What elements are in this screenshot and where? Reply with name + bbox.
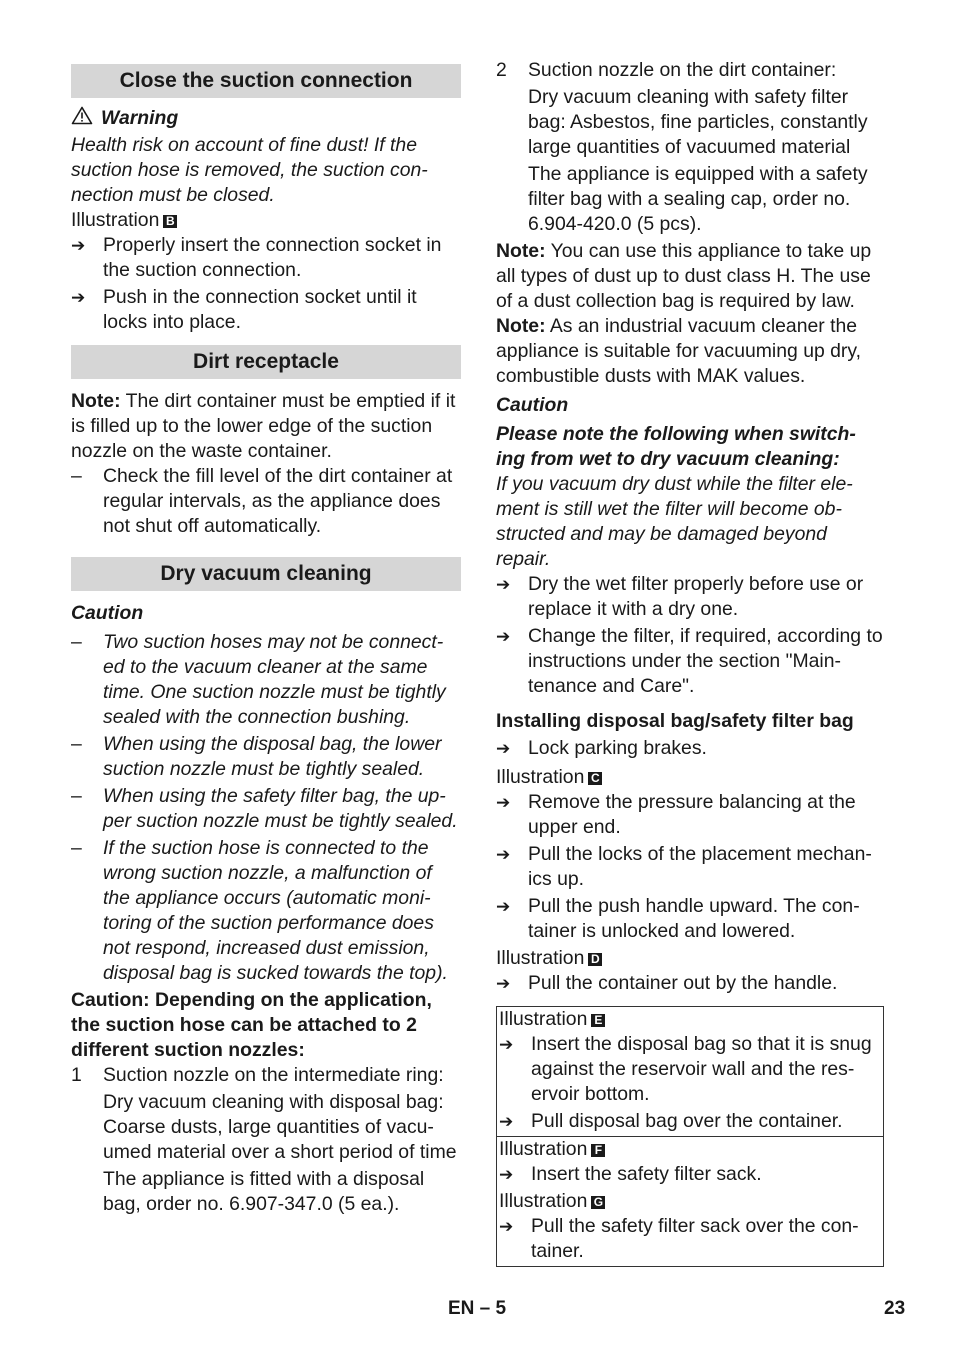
illustration-label: Illustration [71,209,160,231]
warning-label: Warning [101,107,179,129]
step-item: ➔ Insert the disposal bag so that it is snug against the reservoir wall and the res-ervoir bottom. [499,1033,872,1105]
arrow-right-icon: ➔ [496,627,511,646]
install-heading: Installing disposal bag/safety filter bag [496,710,854,732]
step-item: ➔ Remove the pressure balancing at the upper end. [496,791,856,838]
arrow-right-icon: ➔ [496,974,511,993]
box-segment-e [497,1007,883,1136]
left-column [71,60,461,1217]
arrow-right-icon: ➔ [71,288,86,307]
illustration-g: Illustration G [499,1189,879,1214]
numbered-item-text: Dry vacuum cleaning with disposal bag: Coarse dusts, large quantities of vacu-umed material over a short period of time [103,1091,457,1163]
step-item: ➔ Pull disposal bag over the container. [499,1110,843,1132]
warning-text: Health risk on account of fine dust! If the suction hose is removed, the suction con-nection must be closed. [71,134,428,206]
arrow-right-icon: ➔ [496,793,511,812]
dash-bullet: – [71,733,82,755]
note-paragraph: Note: The dirt container must be emptied if it is filled up to the lower edge of the suction nozzle on the waste container. [71,390,456,462]
heading-dry-vacuum-cleaning: Dry vacuum cleaning [71,557,461,591]
heading-dirt-receptacle: Dirt receptacle [71,345,461,379]
arrow-right-icon: ➔ [496,739,511,758]
illustration-box [496,1006,884,1267]
heading-close-suction-connection: Close the suction connection [71,64,461,98]
step-item: ➔ Dry the wet filter properly before use or replace it with a dry one. [496,573,864,620]
dash-bullet: – [71,465,82,487]
note-paragraph: Note: You can use this appliance to take up all types of dust up to dust class H. The use of a dust collection bag is required by law. [496,240,872,312]
illustration-b [71,208,461,233]
arrow-right-icon: ➔ [499,1035,514,1054]
caution-title: Caution [496,394,569,416]
caution-item: – Two suction hoses may not be connect-ed to the vacuum cleaner at the same time. One suction nozzle must be tightly sealed with the connection bushing. [71,631,446,728]
dash-item: – Check the fill level of the dirt container at regular intervals, as the appliance does not shut off automatically. [71,465,453,537]
arrow-right-icon: ➔ [499,1217,514,1236]
illustration-f: Illustration F [499,1137,879,1162]
caution-item: – If the suction hose is connected to the wrong suction nozzle, a malfunction of the appliance occurs (automatic moni-toring of the suction performance does not respond, increased dust emission, disposal bag is sucked towards the top). [71,837,448,984]
numbered-item-text: The appliance is equipped with a safety filter bag with a sealing cap, order no. 6.904-420.0 (5 pcs). [528,163,868,235]
step-item: ➔ Properly insert the connection socket in the suction connection. [71,234,442,281]
dash-bullet: – [71,785,82,807]
caution-bold-text: Please note the following when switch-ing from wet to dry vacuum cleaning: [496,423,856,470]
arrow-right-icon: ➔ [496,575,511,594]
warning-triangle-icon [71,106,93,125]
numbered-item: 1 Suction nozzle on the intermediate ring: [71,1064,444,1086]
illustration-e: Illustration E [499,1007,879,1032]
arrow-right-icon: ➔ [499,1165,514,1184]
arrow-right-icon: ➔ [499,1112,514,1131]
illustration-e-badge: E [591,1014,605,1027]
illustration-c: Illustration C [496,765,884,790]
illustration-f-badge: F [591,1144,605,1157]
arrow-right-icon: ➔ [496,897,511,916]
right-column [496,58,884,1267]
numbered-item: 2 Suction nozzle on the dirt container: [496,59,837,81]
illustration-d: Illustration D [496,946,884,971]
dash-bullet: – [71,631,82,653]
numbered-item-text: The appliance is fitted with a disposal bag, order no. 6.907-347.0 (5 ea.). [103,1168,425,1215]
caution-item: – When using the disposal bag, the lower suction nozzle must be tightly sealed. [71,733,442,780]
note-paragraph: Note: As an industrial vacuum cleaner the appliance is suitable for vacuuming up dry, combustible dusts with MAK values. [496,315,862,387]
step-item: ➔ Lock parking brakes. [496,737,707,759]
step-item: ➔ Pull the push handle upward. The con-tainer is unlocked and lowered. [496,895,860,942]
step-item: ➔ Insert the safety filter sack. [499,1163,762,1185]
illustration-c-badge: C [588,772,602,785]
warning-title [71,106,461,131]
box-segment-fg [497,1136,883,1266]
numbered-item-text: Dry vacuum cleaning with safety filter bag: Asbestos, fine particles, constantly large quantities of vacuumed material [528,86,868,158]
dash-bullet: – [71,837,82,859]
arrow-right-icon: ➔ [71,236,86,255]
illustration-g-badge: G [591,1196,605,1209]
step-item: ➔ Pull the safety filter sack over the con-tainer. [499,1215,859,1262]
caution-bold-paragraph: Caution: Depending on the application, the suction hose can be attached to 2 different suction nozzles: [71,989,432,1061]
caution-text: If you vacuum dry dust while the filter ele-ment is still wet the filter will become ob-structed and may be damaged beyond repair. [496,473,853,570]
caution-item: – When using the safety filter bag, the up-per suction nozzle must be tightly sealed. [71,785,458,832]
step-item: ➔ Pull the locks of the placement mechan-ics up. [496,843,872,890]
illustration-d-badge: D [588,953,602,966]
arrow-right-icon: ➔ [496,845,511,864]
step-item: ➔ Pull the container out by the handle. [496,972,838,994]
footer-page-number: 23 [884,1298,906,1319]
caution-title: Caution [71,602,144,624]
step-item: ➔ Change the filter, if required, according to instructions under the section "Main-tenance and Care". [496,625,883,697]
illustration-b-badge: B [163,215,177,228]
step-item: ➔ Push in the connection socket until it locks into place. [71,286,417,333]
footer-section-label: EN – 5 [448,1298,507,1319]
